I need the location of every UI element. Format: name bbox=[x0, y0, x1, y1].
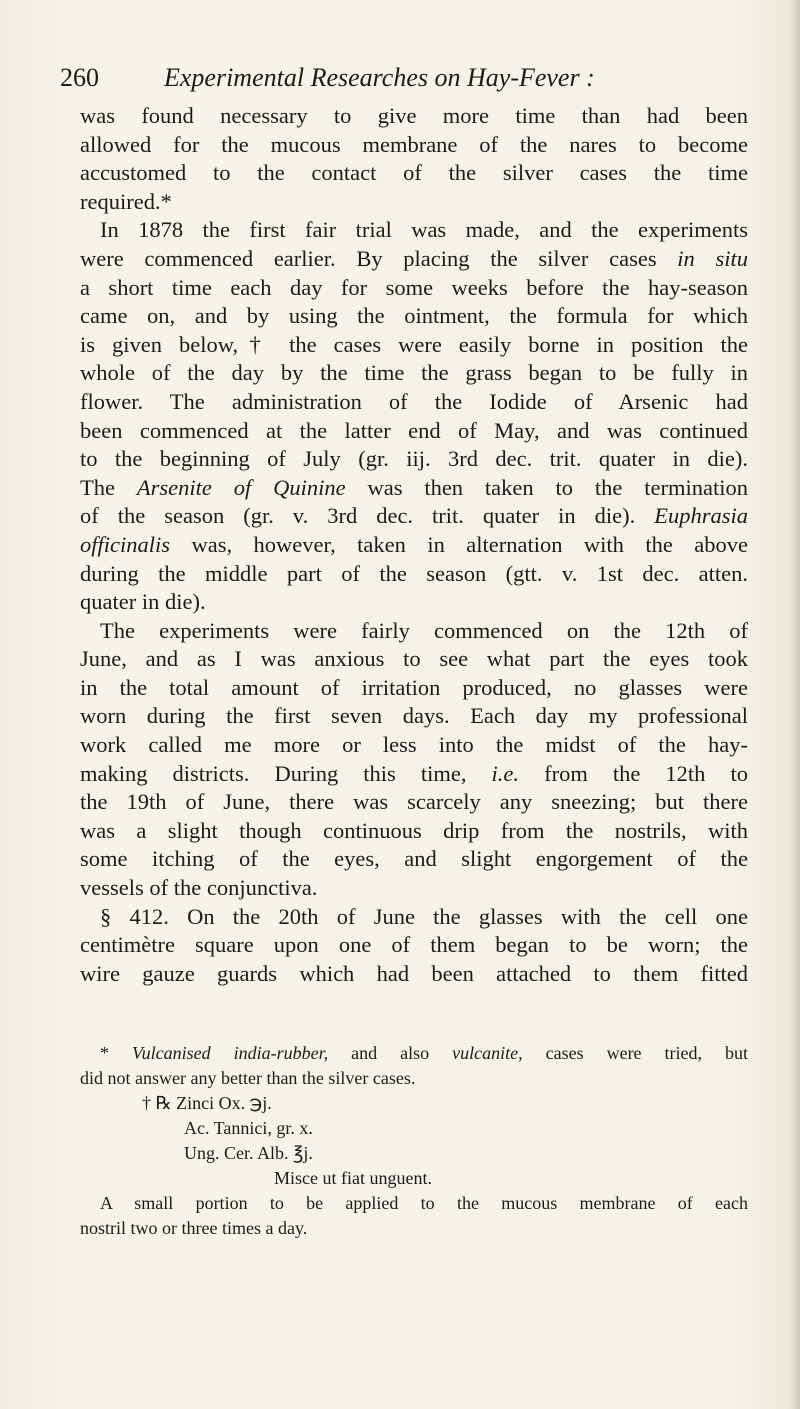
text-line bbox=[80, 474, 748, 503]
text-line: allowed for the mucous membrane of the nares to become bbox=[80, 131, 748, 157]
text-line: The experiments were fairly commenced on the 12th of bbox=[100, 617, 748, 643]
text-line: a short time each day for some weeks before the hay-season bbox=[80, 274, 748, 300]
text-line bbox=[80, 245, 748, 274]
text-line bbox=[80, 760, 748, 789]
text-run: and also bbox=[351, 1043, 430, 1063]
text-line bbox=[80, 531, 748, 560]
italic-run: i.e. bbox=[491, 760, 520, 786]
footnote-line bbox=[80, 1041, 748, 1066]
footnote-line: did not answer any better than the silver cases. bbox=[80, 1068, 416, 1088]
text-line: wire gauze guards which had been attached to them fitted bbox=[80, 960, 748, 986]
text-line: June, and as I was anxious to see what part the eyes took bbox=[80, 646, 748, 672]
prescription-line: Ac. Tannici, gr. x. bbox=[184, 1118, 313, 1138]
footnote-line: A small portion to be applied to the mucous membrane of each bbox=[100, 1193, 748, 1213]
prescription-line: Misce ut fiat unguent. bbox=[274, 1168, 432, 1188]
text-run: from the 12th to bbox=[544, 760, 748, 786]
text-line: work called me more or less into the midst of the hay- bbox=[80, 732, 748, 758]
italic-run: officinalis bbox=[80, 531, 170, 557]
prescription-line: Ung. Cer. Alb. ℥j. bbox=[184, 1143, 313, 1163]
text-line: came on, and by using the ointment, the formula for which bbox=[80, 303, 748, 329]
text-line: quater in die). bbox=[80, 589, 206, 615]
text-line: during the middle part of the season (gtt. v. 1st dec. atten. bbox=[80, 560, 748, 586]
text-line: some itching of the eyes, and slight engorgement of the bbox=[80, 846, 748, 872]
text-line: was a slight though continuous drip from the nostrils, with bbox=[80, 817, 748, 843]
footnotes bbox=[80, 1041, 748, 1241]
text-line bbox=[80, 502, 748, 531]
text-run: was, however, taken in alternation with the above bbox=[191, 531, 749, 557]
text-line: centimètre square upon one of them began to be worn; the bbox=[80, 932, 748, 958]
text-line: been commenced at the latter end of May, and was continued bbox=[80, 417, 748, 443]
page-edge-shadow bbox=[790, 0, 800, 1409]
page-header bbox=[60, 60, 750, 100]
text-line: required.* bbox=[80, 188, 172, 214]
text-line: was found necessary to give more time than had been bbox=[80, 103, 748, 128]
body-text bbox=[80, 102, 748, 988]
text-run: was then taken to the termination bbox=[367, 474, 748, 500]
italic-run: vulcanite, bbox=[452, 1043, 523, 1063]
text-line: is given below,† the cases were easily borne in position the bbox=[80, 331, 748, 357]
text-line: vessels of the conjunctiva. bbox=[80, 875, 318, 901]
text-line: worn during the first seven days. Each day my professional bbox=[80, 703, 748, 729]
page-number: 260 bbox=[60, 63, 99, 92]
italic-run: Vulcanised india-rubber, bbox=[132, 1043, 329, 1063]
italic-run: Arsenite of Quinine bbox=[136, 474, 346, 500]
prescription-line: † ℞ Zinci Ox. ℈j. bbox=[142, 1093, 272, 1113]
text-line: § 412. On the 20th of June the glasses with the cell one bbox=[100, 903, 748, 929]
text-line: accustomed to the contact of the silver cases the time bbox=[80, 160, 748, 186]
text-run: The bbox=[80, 474, 115, 500]
running-title: Experimental Researches on Hay-Fever : bbox=[164, 63, 595, 92]
text-line: In 1878 the first fair trial was made, and the experiments bbox=[100, 217, 748, 243]
text-run: cases were tried, but bbox=[545, 1043, 749, 1063]
text-run: of the season (gr. v. 3rd dec. trit. quater in die). bbox=[80, 503, 636, 529]
text-line: the 19th of June, there was scarcely any sneezing; but there bbox=[80, 789, 748, 815]
text-line: flower. The administration of the Iodide of Arsenic had bbox=[80, 388, 748, 414]
text-run: making districts. During this time, bbox=[80, 760, 467, 786]
text-line: to the beginning of July (gr. iij. 3rd dec. trit. quater in die). bbox=[80, 446, 748, 472]
text-line: whole of the day by the time the grass began to be fully in bbox=[80, 360, 748, 386]
text-line: in the total amount of irritation produced, no glasses were bbox=[80, 674, 748, 700]
footnote-marker: * bbox=[100, 1043, 109, 1063]
italic-run: Euphrasia bbox=[654, 503, 748, 529]
text-run: were commenced earlier. By placing the silver cases bbox=[80, 245, 657, 271]
italic-run: in situ bbox=[677, 245, 748, 271]
footnote-line: nostril two or three times a day. bbox=[80, 1218, 308, 1238]
